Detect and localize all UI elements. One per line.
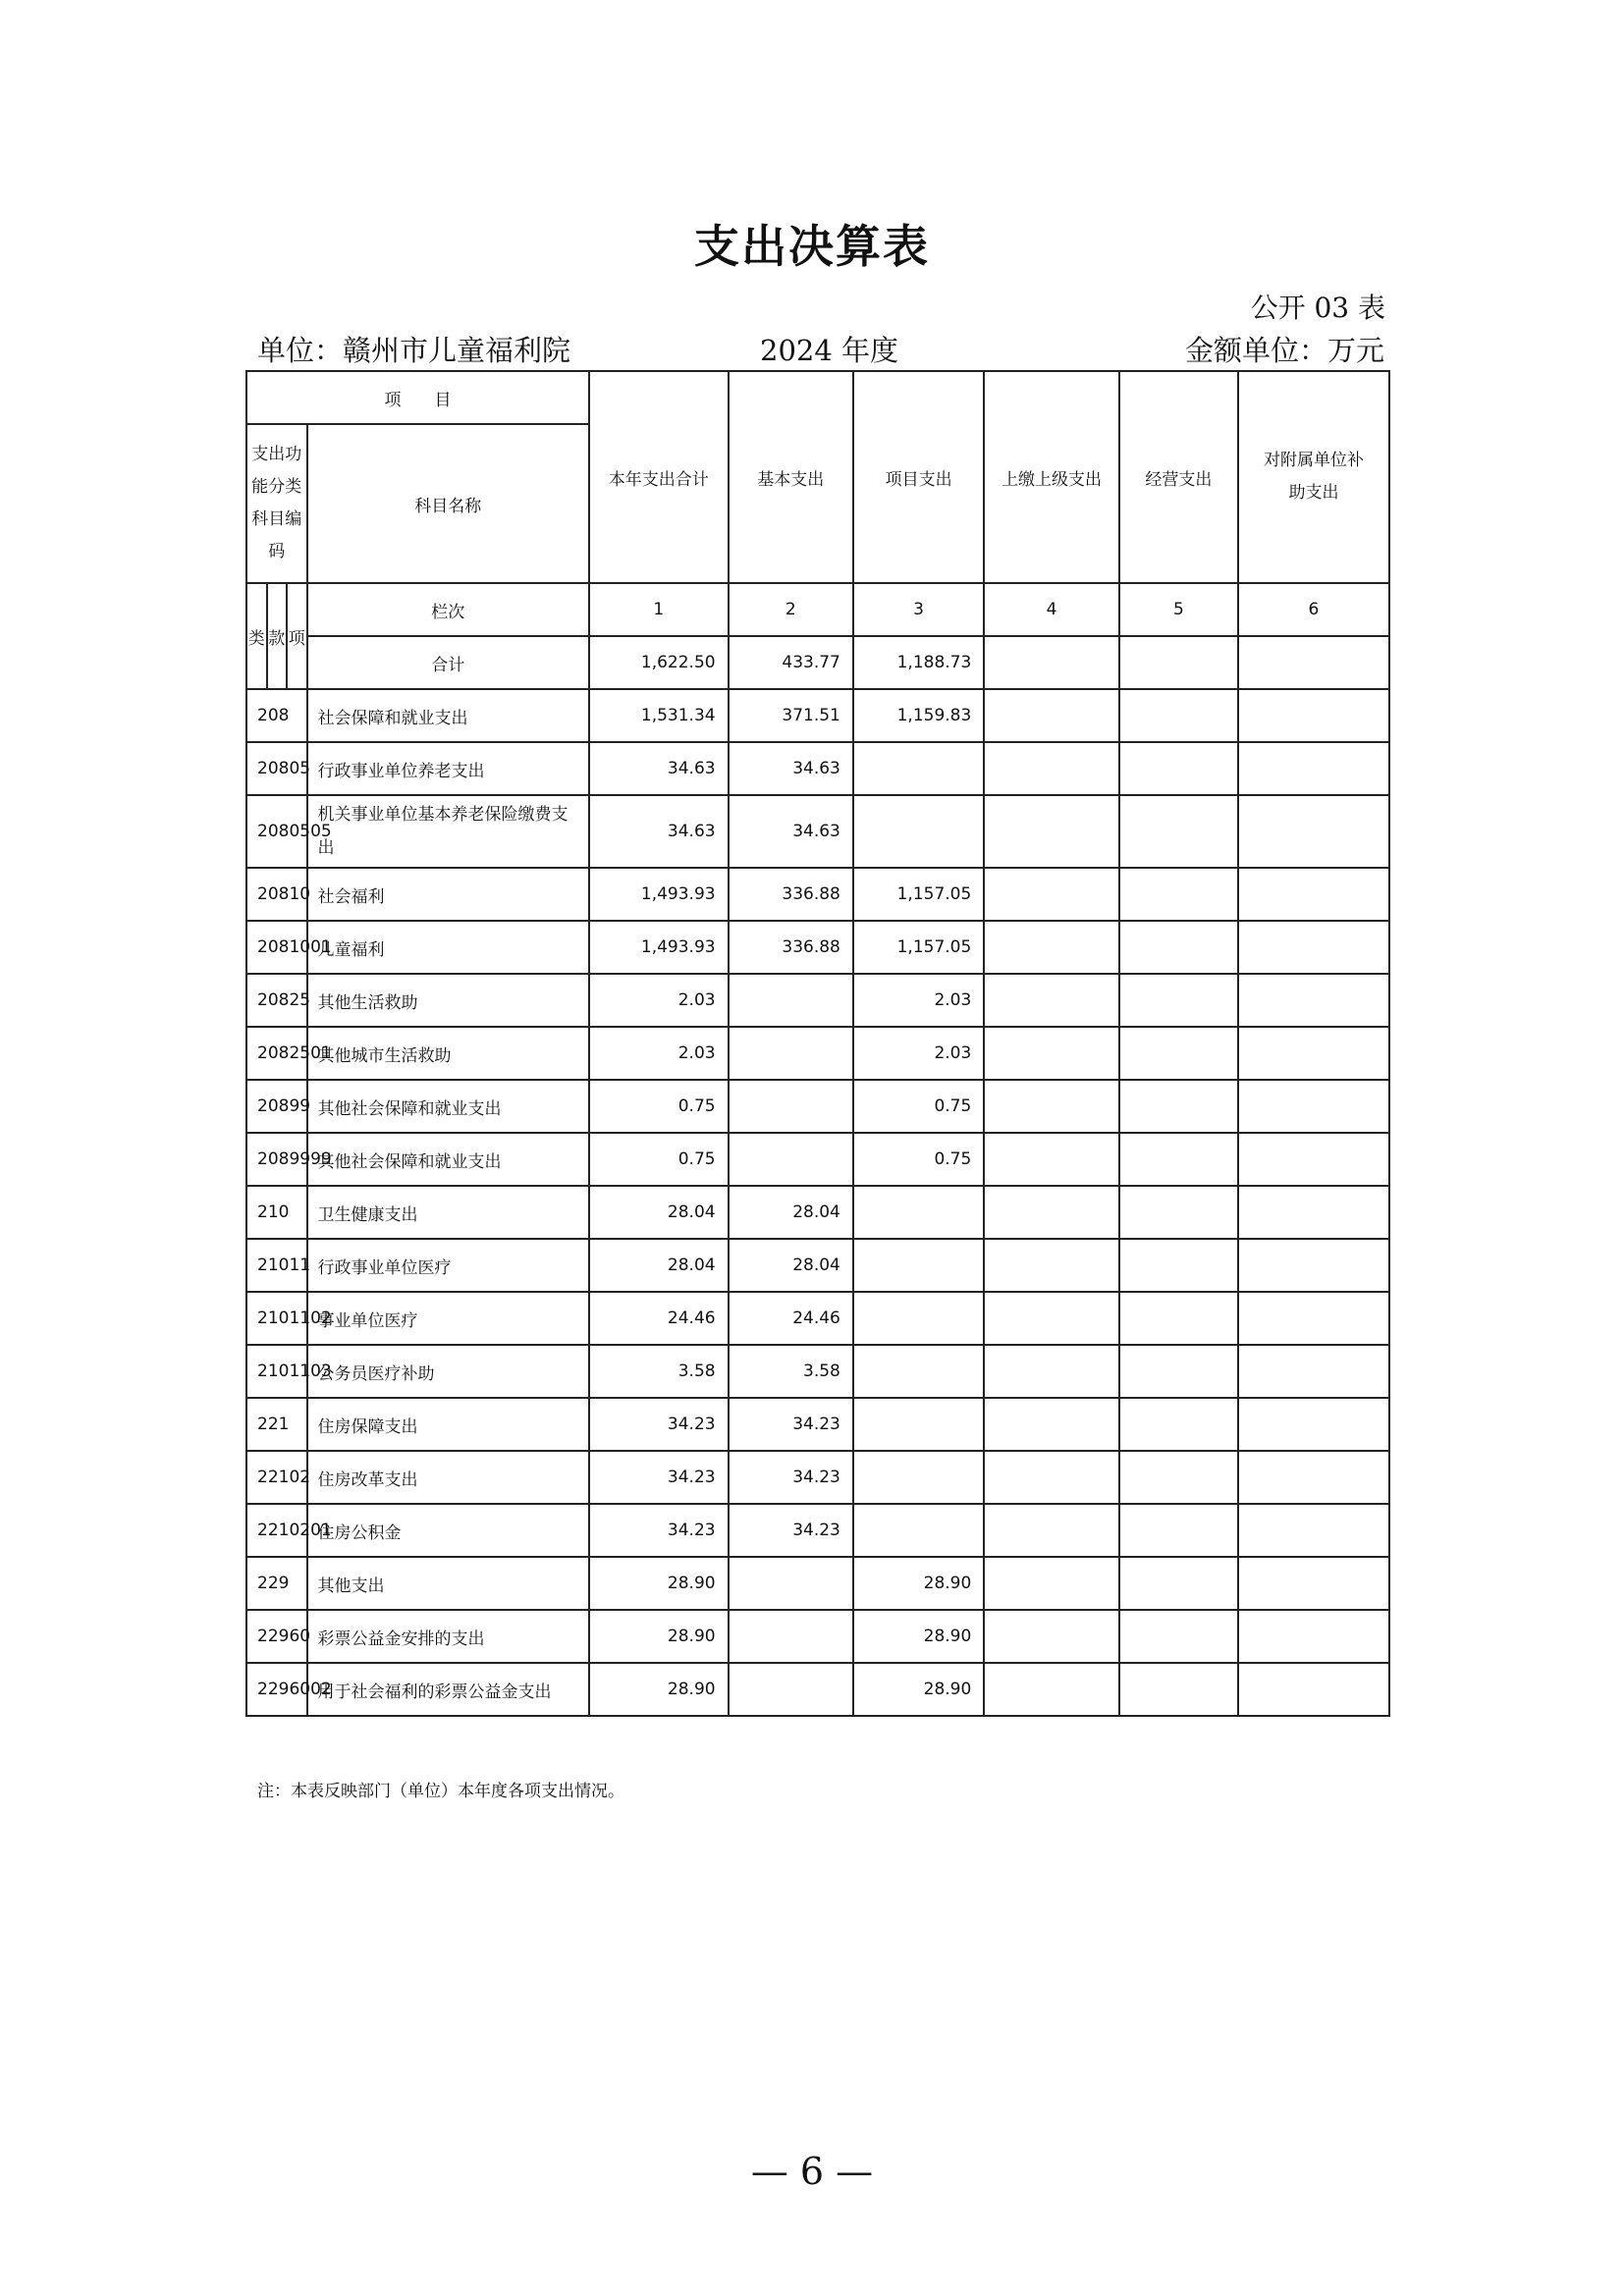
amount-cell — [984, 1504, 1119, 1557]
amount-cell — [1238, 1451, 1389, 1504]
subject-name: 住房改革支出 — [307, 1451, 589, 1504]
money-unit-label: 金额单位：万元 — [1184, 334, 1384, 367]
project-header: 项 目 — [246, 371, 589, 424]
amount-cell — [1238, 1557, 1389, 1610]
subject-name: 其他城市生活救助 — [307, 1027, 589, 1080]
total-value-6 — [1238, 636, 1389, 689]
table-row — [246, 689, 1389, 742]
table-row — [246, 1610, 1389, 1663]
lei-header: 类 — [246, 583, 267, 689]
col-header-subsidy — [1238, 371, 1389, 583]
amount-cell — [1119, 1663, 1238, 1716]
table-row — [246, 974, 1389, 1027]
table-row — [246, 1345, 1389, 1398]
amount-cell — [1238, 1080, 1389, 1133]
amount-cell: 1,493.93 — [589, 868, 729, 921]
amount-cell — [1238, 1345, 1389, 1398]
amount-cell — [1238, 974, 1389, 1027]
amount-cell — [984, 1027, 1119, 1080]
table-row — [246, 1186, 1389, 1239]
amount-cell — [1119, 689, 1238, 742]
amount-cell: 34.23 — [589, 1451, 729, 1504]
amount-cell: 2.03 — [853, 974, 984, 1027]
amount-cell — [1238, 1663, 1389, 1716]
subject-code: 2210201 — [246, 1504, 307, 1557]
amount-cell — [853, 795, 984, 868]
amount-cell — [853, 1398, 984, 1451]
amount-cell: 28.90 — [853, 1557, 984, 1610]
expenditure-table — [245, 370, 1390, 1717]
amount-cell: 34.63 — [729, 742, 853, 795]
amount-cell — [984, 1610, 1119, 1663]
amount-cell: 28.90 — [589, 1610, 729, 1663]
subject-name: 社会保障和就业支出 — [307, 689, 589, 742]
total-value-4 — [984, 636, 1119, 689]
subject-name: 公务员医疗补助 — [307, 1345, 589, 1398]
amount-cell — [1238, 868, 1389, 921]
subject-name: 卫生健康支出 — [307, 1186, 589, 1239]
xiang-header: 项 — [287, 583, 307, 689]
amount-cell — [1119, 1345, 1238, 1398]
table-row — [246, 1557, 1389, 1610]
total-value-5 — [1119, 636, 1238, 689]
amount-cell — [1119, 1080, 1238, 1133]
subject-name-header: 科目名称 — [307, 424, 589, 583]
amount-cell — [1238, 1239, 1389, 1292]
lanci-label: 栏次 — [307, 583, 589, 636]
code-group-line-3: 科目编 — [251, 509, 302, 529]
subject-code: 20899 — [246, 1080, 307, 1133]
amount-cell: 3.58 — [589, 1345, 729, 1398]
amount-cell — [853, 1239, 984, 1292]
amount-cell — [853, 1451, 984, 1504]
subject-code: 2080505 — [246, 795, 307, 868]
amount-cell — [984, 689, 1119, 742]
subject-code: 21011 — [246, 1239, 307, 1292]
subject-name: 住房公积金 — [307, 1504, 589, 1557]
amount-cell — [729, 1080, 853, 1133]
col-header-total: 本年支出合计 — [589, 371, 729, 583]
amount-cell: 336.88 — [729, 868, 853, 921]
amount-cell: 2.03 — [589, 1027, 729, 1080]
col-number-4: 4 — [984, 583, 1119, 636]
amount-cell — [1238, 795, 1389, 868]
subject-code: 221 — [246, 1398, 307, 1451]
amount-cell: 34.23 — [729, 1504, 853, 1557]
amount-cell — [1119, 1133, 1238, 1186]
table-row — [246, 1504, 1389, 1557]
subject-name: 其他支出 — [307, 1557, 589, 1610]
code-group-header — [246, 424, 307, 583]
amount-cell — [729, 1557, 853, 1610]
amount-cell — [984, 1398, 1119, 1451]
amount-cell — [1119, 742, 1238, 795]
subject-code: 20810 — [246, 868, 307, 921]
amount-cell — [853, 1186, 984, 1239]
table-row — [246, 1133, 1389, 1186]
amount-cell — [1238, 1398, 1389, 1451]
table-row — [246, 868, 1389, 921]
total-value-2: 433.77 — [729, 636, 853, 689]
amount-cell — [984, 1239, 1119, 1292]
total-value-1: 1,622.50 — [589, 636, 729, 689]
page-title: 支出决算表 — [694, 220, 930, 273]
amount-cell: 3.58 — [729, 1345, 853, 1398]
col-number-1: 1 — [589, 583, 729, 636]
subject-name: 行政事业单位养老支出 — [307, 742, 589, 795]
subject-name: 行政事业单位医疗 — [307, 1239, 589, 1292]
amount-cell: 28.04 — [729, 1239, 853, 1292]
subject-name: 其他社会保障和就业支出 — [307, 1133, 589, 1186]
amount-cell: 34.63 — [589, 742, 729, 795]
table-row — [246, 1663, 1389, 1716]
subject-name: 事业单位医疗 — [307, 1292, 589, 1345]
amount-cell: 28.04 — [589, 1239, 729, 1292]
col-number-3: 3 — [853, 583, 984, 636]
subject-name: 儿童福利 — [307, 921, 589, 974]
amount-cell — [1238, 1133, 1389, 1186]
table-row — [246, 1451, 1389, 1504]
col-number-6: 6 — [1238, 583, 1389, 636]
amount-cell — [729, 1133, 853, 1186]
subject-code: 2089999 — [246, 1133, 307, 1186]
amount-cell — [984, 1292, 1119, 1345]
unit-label: 单位：赣州市儿童福利院 — [257, 334, 571, 367]
amount-cell: 28.04 — [729, 1186, 853, 1239]
col-number-5: 5 — [1119, 583, 1238, 636]
table-row — [246, 742, 1389, 795]
amount-cell: 28.90 — [589, 1663, 729, 1716]
amount-cell: 34.23 — [589, 1398, 729, 1451]
subject-code: 20825 — [246, 974, 307, 1027]
col-number-2: 2 — [729, 583, 853, 636]
subject-code: 2081001 — [246, 921, 307, 974]
page-number: — 6 — — [750, 2150, 874, 2193]
subject-name: 社会福利 — [307, 868, 589, 921]
amount-cell — [984, 795, 1119, 868]
amount-cell: 1,531.34 — [589, 689, 729, 742]
amount-cell: 34.23 — [729, 1398, 853, 1451]
col-header-basic: 基本支出 — [729, 371, 853, 583]
amount-cell — [729, 1027, 853, 1080]
table-row — [246, 795, 1389, 868]
amount-cell — [984, 1080, 1119, 1133]
col-header-subsidy-line-1: 对附属单位补 — [1263, 451, 1364, 470]
amount-cell — [1119, 1451, 1238, 1504]
table-row — [246, 1239, 1389, 1292]
total-row — [246, 636, 1389, 689]
amount-cell: 28.90 — [589, 1557, 729, 1610]
amount-cell: 1,159.83 — [853, 689, 984, 742]
amount-cell — [1238, 1186, 1389, 1239]
amount-cell — [1119, 1027, 1238, 1080]
subject-code: 20805 — [246, 742, 307, 795]
amount-cell: 28.90 — [853, 1610, 984, 1663]
amount-cell: 2.03 — [589, 974, 729, 1027]
subject-code: 2296002 — [246, 1663, 307, 1716]
amount-cell: 1,493.93 — [589, 921, 729, 974]
kuan-header: 款 — [267, 583, 288, 689]
subject-name: 其他生活救助 — [307, 974, 589, 1027]
amount-cell — [1238, 689, 1389, 742]
amount-cell: 0.75 — [589, 1133, 729, 1186]
subject-name: 其他社会保障和就业支出 — [307, 1080, 589, 1133]
subject-name: 用于社会福利的彩票公益金支出 — [307, 1663, 589, 1716]
form-number: 公开 03 表 — [1250, 292, 1385, 324]
amount-cell — [984, 868, 1119, 921]
amount-cell — [853, 742, 984, 795]
amount-cell — [1238, 1292, 1389, 1345]
amount-cell: 0.75 — [853, 1133, 984, 1186]
col-header-remit: 上缴上级支出 — [984, 371, 1119, 583]
amount-cell — [1119, 1239, 1238, 1292]
col-header-project: 项目支出 — [853, 371, 984, 583]
amount-cell — [1119, 868, 1238, 921]
amount-cell: 34.23 — [589, 1504, 729, 1557]
amount-cell — [1119, 1610, 1238, 1663]
subject-code: 22102 — [246, 1451, 307, 1504]
subject-code: 22960 — [246, 1610, 307, 1663]
amount-cell: 0.75 — [853, 1080, 984, 1133]
subject-name: 机关事业单位基本养老保险缴费支出 — [307, 795, 589, 868]
amount-cell: 24.46 — [589, 1292, 729, 1345]
subject-code: 210 — [246, 1186, 307, 1239]
amount-cell — [1119, 1504, 1238, 1557]
table-row — [246, 921, 1389, 974]
table-row — [246, 1027, 1389, 1080]
total-label: 合计 — [307, 636, 589, 689]
amount-cell — [853, 1292, 984, 1345]
amount-cell — [1238, 1504, 1389, 1557]
amount-cell — [1119, 1186, 1238, 1239]
amount-cell — [1238, 921, 1389, 974]
subject-name: 彩票公益金安排的支出 — [307, 1610, 589, 1663]
code-group-line-4: 码 — [268, 542, 286, 561]
amount-cell — [1119, 921, 1238, 974]
amount-cell: 34.23 — [729, 1451, 853, 1504]
amount-cell — [984, 742, 1119, 795]
amount-cell — [853, 1345, 984, 1398]
year-label: 2024 年度 — [760, 334, 899, 367]
amount-cell — [984, 1186, 1119, 1239]
amount-cell: 34.63 — [589, 795, 729, 868]
amount-cell — [729, 1610, 853, 1663]
amount-cell — [1119, 795, 1238, 868]
amount-cell: 28.90 — [853, 1663, 984, 1716]
amount-cell: 2.03 — [853, 1027, 984, 1080]
subject-code: 208 — [246, 689, 307, 742]
table-row — [246, 1080, 1389, 1133]
subject-code: 2101103 — [246, 1345, 307, 1398]
table-row — [246, 1398, 1389, 1451]
amount-cell — [1238, 742, 1389, 795]
amount-cell: 0.75 — [589, 1080, 729, 1133]
amount-cell — [984, 1557, 1119, 1610]
amount-cell: 34.63 — [729, 795, 853, 868]
col-header-subsidy-line-2: 助支出 — [1288, 483, 1339, 503]
amount-cell — [1119, 1292, 1238, 1345]
table-note: 注：本表反映部门（单位）本年度各项支出情况。 — [257, 1782, 624, 1801]
amount-cell — [984, 1345, 1119, 1398]
subject-code: 229 — [246, 1557, 307, 1610]
code-group-line-2: 能分类 — [251, 477, 302, 497]
amount-cell: 1,157.05 — [853, 868, 984, 921]
subject-name: 住房保障支出 — [307, 1398, 589, 1451]
subject-code: 2082501 — [246, 1027, 307, 1080]
amount-cell — [1119, 1398, 1238, 1451]
amount-cell: 371.51 — [729, 689, 853, 742]
subject-code: 2101102 — [246, 1292, 307, 1345]
amount-cell — [1119, 974, 1238, 1027]
amount-cell — [853, 1504, 984, 1557]
amount-cell — [984, 1451, 1119, 1504]
code-group-line-1: 支出功 — [251, 445, 302, 464]
amount-cell: 1,157.05 — [853, 921, 984, 974]
amount-cell: 24.46 — [729, 1292, 853, 1345]
amount-cell — [729, 974, 853, 1027]
amount-cell — [984, 921, 1119, 974]
amount-cell — [1119, 1557, 1238, 1610]
amount-cell — [1238, 1027, 1389, 1080]
amount-cell — [984, 974, 1119, 1027]
amount-cell — [984, 1133, 1119, 1186]
amount-cell — [729, 1663, 853, 1716]
amount-cell: 28.04 — [589, 1186, 729, 1239]
amount-cell — [984, 1663, 1119, 1716]
table-row — [246, 1292, 1389, 1345]
amount-cell — [1238, 1610, 1389, 1663]
amount-cell: 336.88 — [729, 921, 853, 974]
total-value-3: 1,188.73 — [853, 636, 984, 689]
col-header-operating: 经营支出 — [1119, 371, 1238, 583]
table-meta — [257, 329, 1384, 368]
